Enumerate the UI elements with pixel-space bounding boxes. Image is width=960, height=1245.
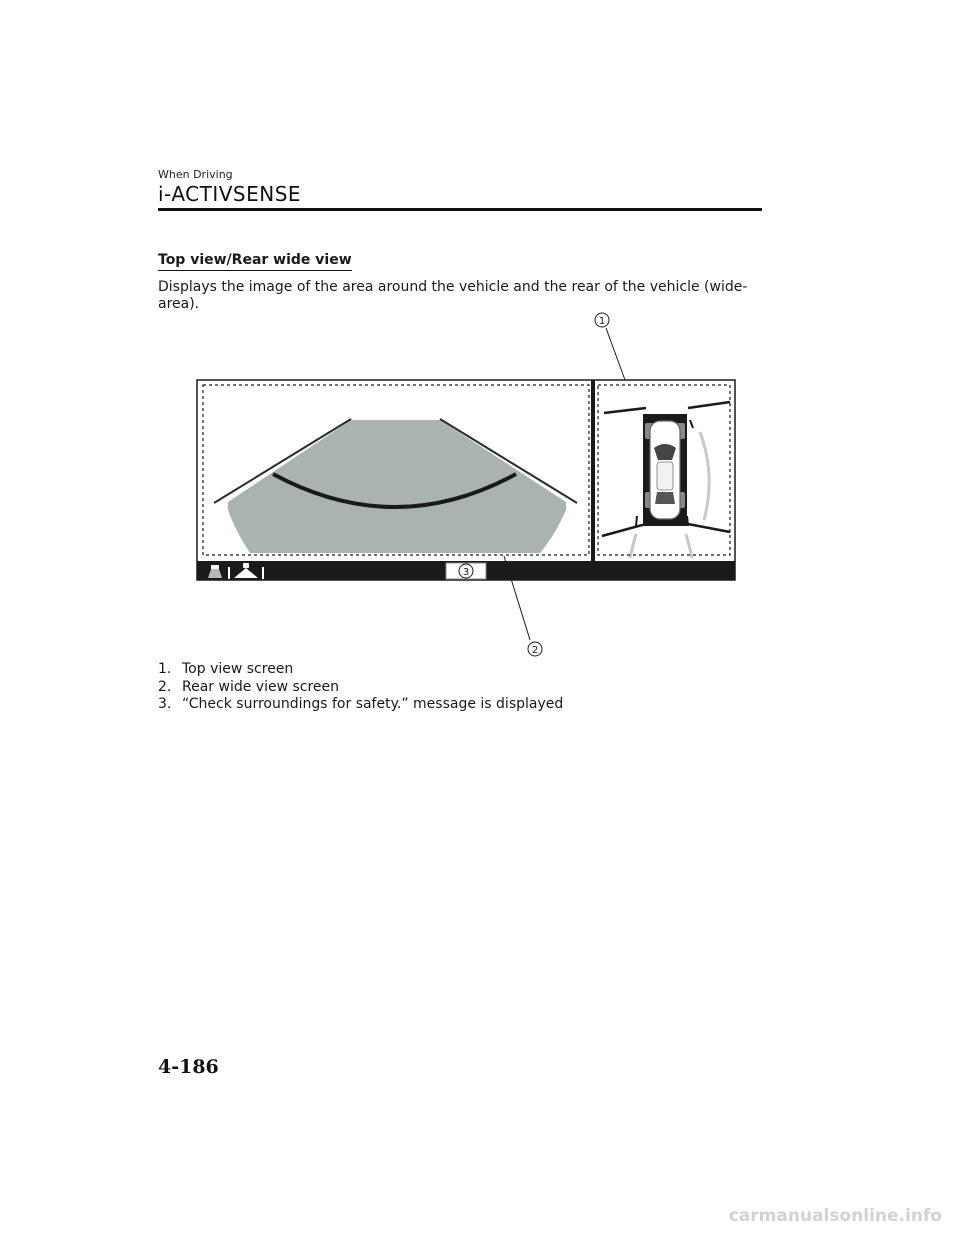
legend-number: 2. xyxy=(158,678,172,695)
callout-line-1 xyxy=(606,328,625,380)
callout-3-marker: 3 xyxy=(462,567,470,578)
section-title: i-ACTIVSENSE xyxy=(158,182,302,206)
page-number: 4-186 xyxy=(158,1056,219,1078)
legend-item xyxy=(158,696,563,714)
legend-text: Rear wide view screen xyxy=(182,678,340,695)
legend-item xyxy=(158,661,563,679)
legend-number: 1. xyxy=(158,661,172,677)
subsection-title: Top view/Rear wide view xyxy=(158,252,352,271)
car-icon xyxy=(645,421,685,519)
legend-number: 3. xyxy=(158,696,172,712)
callout-2-marker: 2 xyxy=(531,645,539,656)
callout-1-marker: 1 xyxy=(598,316,606,327)
watermark-text: carmanualsonline.info xyxy=(728,1206,942,1226)
panel-divider xyxy=(591,380,595,580)
legend-text: Top view screen xyxy=(182,661,294,677)
figure-legend xyxy=(158,661,563,714)
legend-text: “Check surroundings for safety.” message is displayed xyxy=(182,696,564,712)
chapter-title: When Driving xyxy=(158,168,233,181)
legend-item xyxy=(158,679,563,697)
description-text: Displays the image of the area around the vehicle and the rear of the vehicle (wide-area). xyxy=(158,279,748,312)
